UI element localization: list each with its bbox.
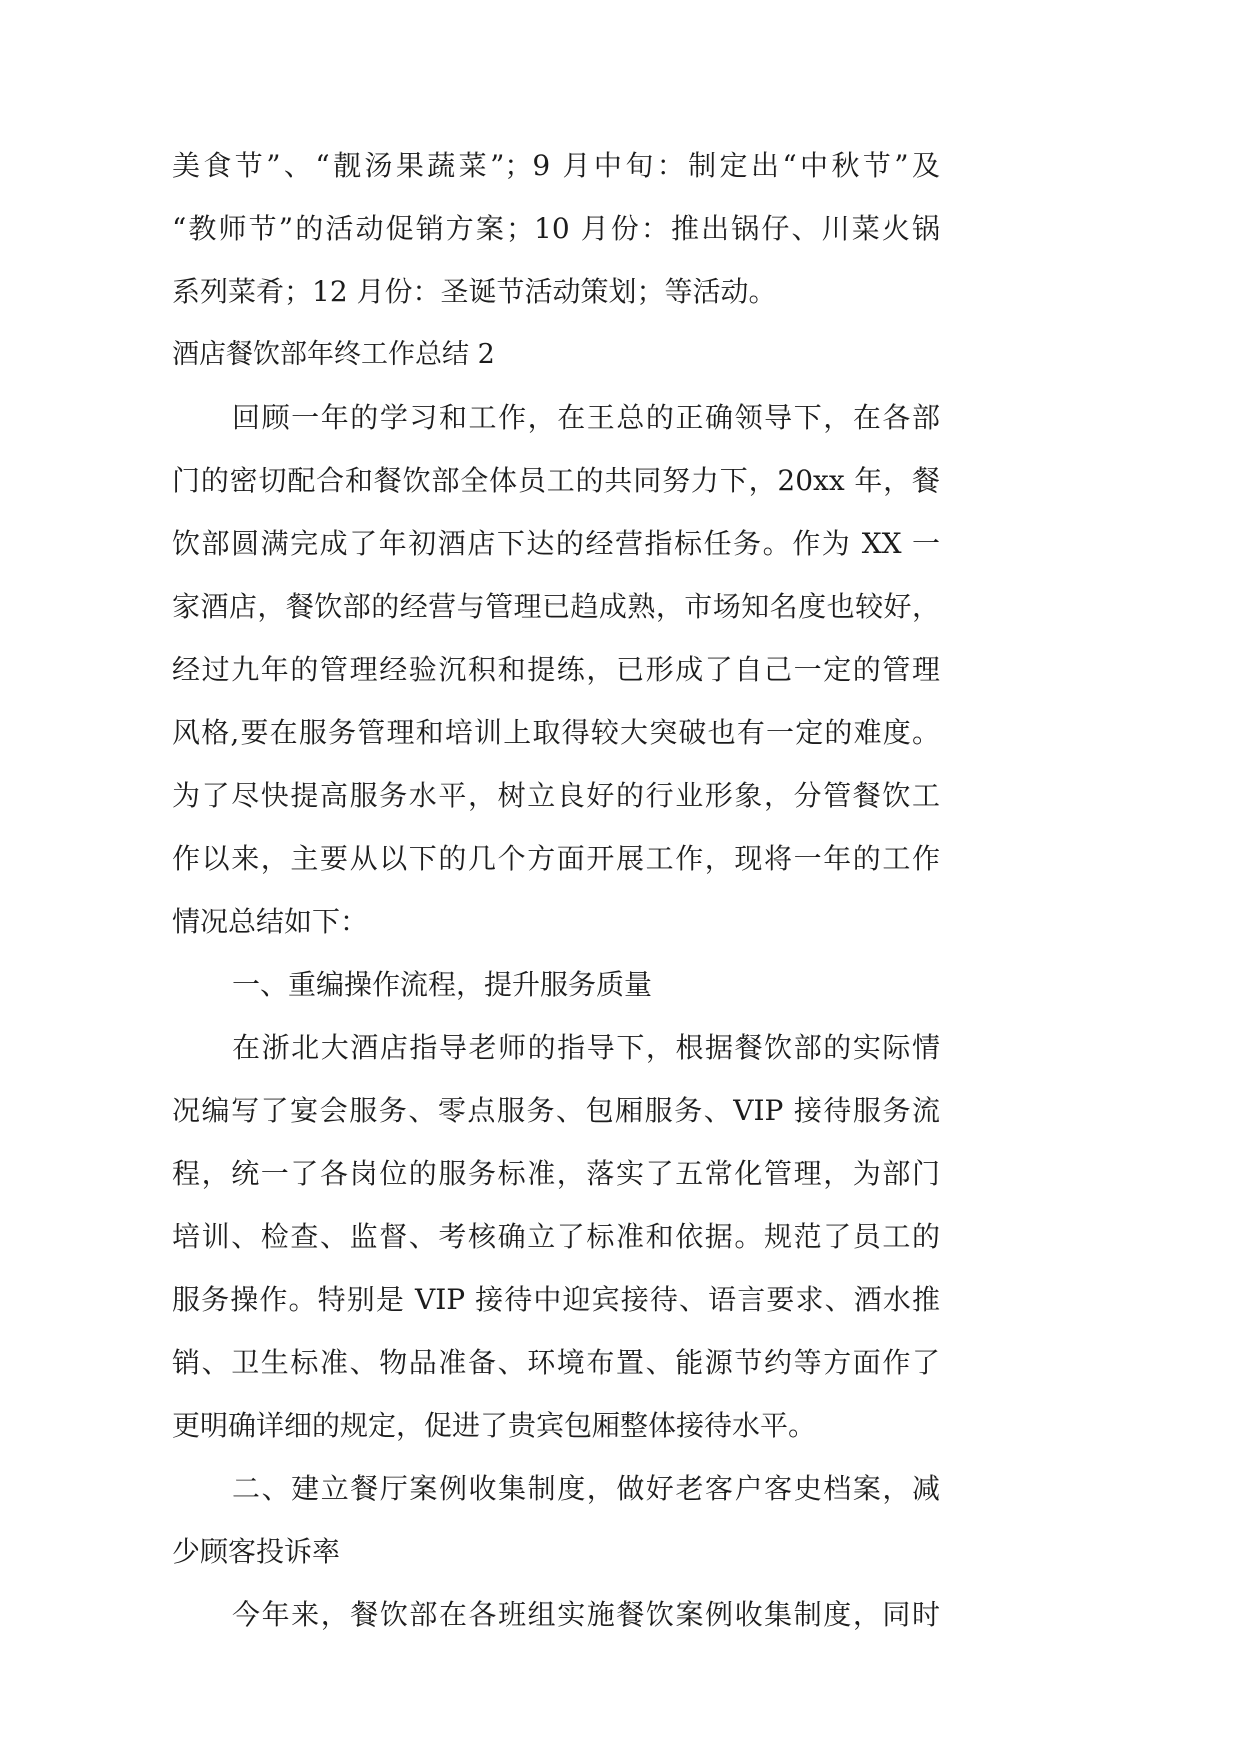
heading-line: 二、建立餐厅案例收集制度，做好老客户客史档案，减: [232, 1472, 940, 1505]
text-line: 美食节”、“靓汤果蔬菜”；9 月中旬：制定出“中秋节”及: [172, 149, 940, 182]
text-line: 为了尽快提高服务水平，树立良好的行业形象，分管餐饮工: [172, 779, 940, 812]
heading-line: 一、重编操作流程，提升服务质量: [232, 968, 653, 1001]
text-line: 风格,要在服务管理和培训上取得较大突破也有一定的难度。: [172, 716, 940, 749]
paragraph-intro: [172, 386, 940, 953]
paragraph-section-2: [172, 1583, 940, 1646]
text-line: 今年来，餐饮部在各班组实施餐饮案例收集制度，同时: [232, 1598, 940, 1631]
text-line: 在浙北大酒店指导老师的指导下，根据餐饮部的实际情: [232, 1031, 940, 1064]
text-line: 家酒店，餐饮部的经营与管理已趋成熟，市场知名度也较好，: [172, 590, 940, 623]
document-body: [172, 134, 940, 1646]
heading-line: 少顾客投诉率: [172, 1535, 341, 1568]
text-line: 培训、检查、监督、考核确立了标准和依据。规范了员工的: [172, 1220, 940, 1253]
text-line: 系列菜肴；12 月份：圣诞节活动策划；等活动。: [172, 275, 777, 308]
text-line: 服务操作。特别是 VIP 接待中迎宾接待、语言要求、酒水推: [172, 1283, 940, 1316]
section-heading-2: [172, 1457, 940, 1583]
text-line: 情况总结如下：: [172, 905, 369, 938]
text-line: 作以来，主要从以下的几个方面开展工作，现将一年的工作: [172, 842, 940, 875]
text-line: 销、卫生标准、物品准备、环境布置、能源节约等方面作了: [172, 1346, 940, 1379]
document-title: [172, 323, 940, 386]
text-line: 门的密切配合和餐饮部全体员工的共同努力下，20xx 年，餐: [172, 464, 940, 497]
title-line: 酒店餐饮部年终工作总结 2: [172, 339, 495, 370]
text-line: “教师节”的活动促销方案；10 月份：推出锅仔、川菜火锅: [172, 212, 940, 245]
text-line: 回顾一年的学习和工作，在王总的正确领导下，在各部: [232, 401, 940, 434]
text-line: 更明确详细的规定，促进了贵宾包厢整体接待水平。: [172, 1409, 817, 1442]
paragraph-section-1: [172, 1016, 940, 1457]
section-heading-1: [172, 953, 940, 1016]
paragraph-continuation: [172, 134, 940, 323]
text-line: 经过九年的管理经验沉积和提练，已形成了自己一定的管理: [172, 653, 940, 686]
text-line: 程，统一了各岗位的服务标准，落实了五常化管理，为部门: [172, 1157, 940, 1190]
text-line: 饮部圆满完成了年初酒店下达的经营指标任务。作为 XX 一: [172, 527, 940, 560]
text-line: 况编写了宴会服务、零点服务、包厢服务、VIP 接待服务流: [172, 1094, 940, 1127]
